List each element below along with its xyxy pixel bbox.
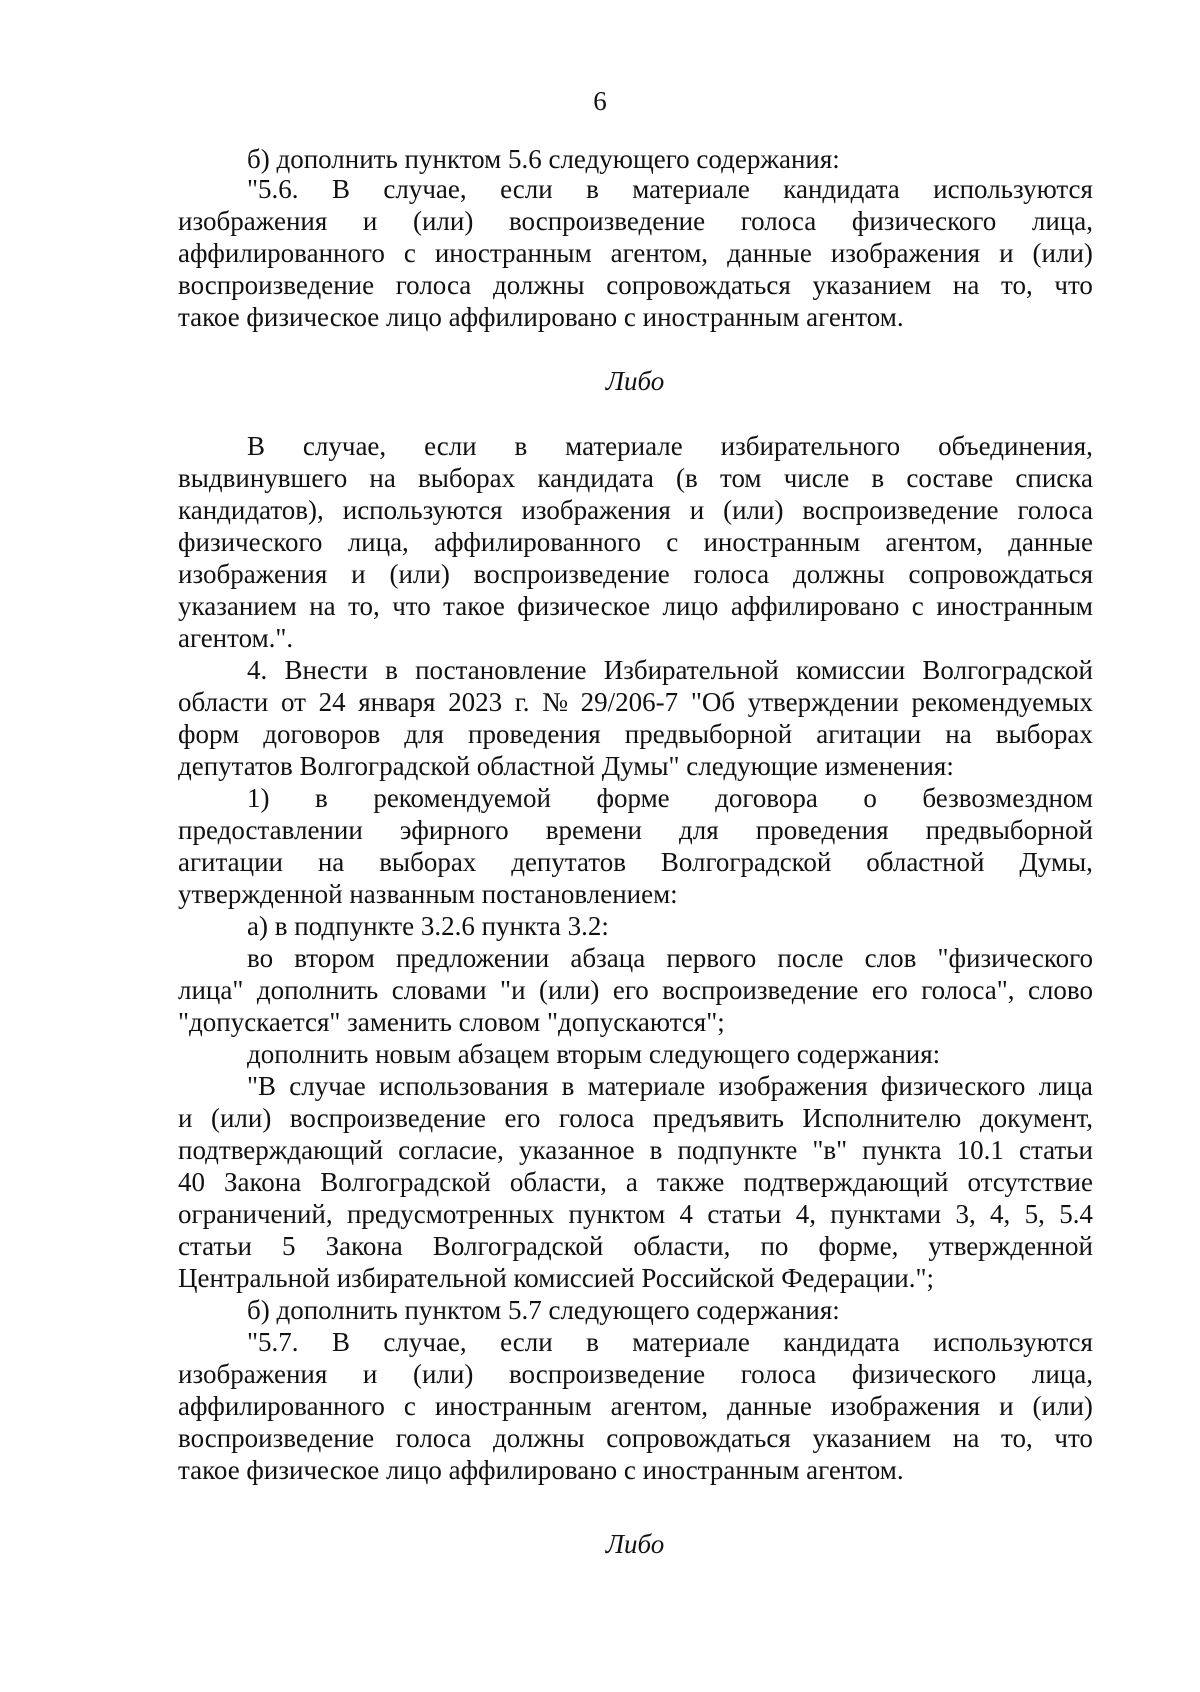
word: 5 (282, 1231, 296, 1261)
word: безвозмездном (922, 783, 1093, 813)
word: физического (880, 1071, 1026, 1101)
word: статьи (178, 1231, 252, 1261)
word: и (362, 1359, 378, 1389)
word: иностранным (936, 591, 1093, 621)
word: с (911, 591, 924, 621)
text-line: "допускается" заменить словом "допускаются"; (178, 1007, 725, 1037)
word: (в (676, 463, 698, 493)
word: том (720, 463, 762, 493)
text-line (178, 593, 1093, 620)
word: "5.7. (247, 1327, 299, 1357)
word: 4 (679, 1199, 694, 1229)
word: с (403, 238, 416, 268)
word: 2023 (448, 687, 503, 717)
word: голоса (558, 1103, 635, 1133)
word: должны (492, 270, 585, 300)
word: физического (851, 206, 997, 236)
word: его (504, 1103, 541, 1133)
word: случае, (302, 431, 387, 461)
word: Волгоградской (660, 847, 832, 877)
word: указанное (519, 1135, 635, 1165)
word: указанием (178, 591, 297, 621)
word: что (1054, 270, 1093, 300)
word: предусмотренных (346, 1199, 555, 1229)
text-line (178, 497, 1093, 524)
word: абзаца (570, 943, 646, 973)
word: в (514, 431, 528, 461)
text-line (178, 1105, 1093, 1132)
word: иностранным (703, 527, 861, 557)
word: рекомендуемых (911, 687, 1093, 717)
word: 29/206-7 (580, 687, 679, 717)
word: также (656, 1167, 725, 1197)
word: форм (178, 719, 240, 749)
word: голоса (740, 206, 817, 236)
word: аффилировано (730, 591, 900, 621)
word: изображения (178, 206, 328, 236)
word: времени (545, 815, 642, 845)
word: используются (933, 174, 1093, 204)
word: выборах (995, 719, 1093, 749)
word: 4. (247, 655, 268, 685)
text-line (178, 1393, 1093, 1420)
word: случае, (383, 1327, 467, 1357)
word: Волгоградской (320, 1167, 491, 1197)
word: используются (933, 1327, 1093, 1357)
word: 1) (247, 783, 270, 813)
text-line (178, 817, 1093, 844)
word: что (392, 591, 431, 621)
word: лица, (347, 527, 409, 557)
word: статьи (1018, 1135, 1093, 1165)
word: списка (1015, 463, 1093, 493)
word: изображения (830, 238, 981, 268)
word: "физического (937, 943, 1093, 973)
text-line (178, 1169, 1093, 1196)
text-line (247, 657, 1093, 684)
word: Внести (284, 655, 368, 685)
word: лица (1038, 1071, 1093, 1101)
word: воспроизведение (508, 1359, 706, 1389)
word: и (178, 1103, 193, 1133)
word: кандидата (537, 463, 654, 493)
word: на (317, 847, 345, 877)
word: сопровождаться (908, 559, 1093, 589)
word: 10.1 (956, 1135, 1004, 1165)
word: подпункте (677, 1135, 798, 1165)
word: голоса (693, 559, 770, 589)
word: областной (866, 847, 985, 877)
word: изображения (178, 559, 328, 589)
word: воспроизведение (473, 559, 670, 589)
word: числе (783, 463, 850, 493)
word: что (1054, 1423, 1093, 1453)
word: (или) (539, 975, 600, 1005)
word: Волгоградской (432, 1231, 604, 1261)
word: иностранным (434, 1391, 592, 1421)
word: в (586, 1327, 599, 1357)
word: изображения (178, 1359, 328, 1389)
word: 3, (955, 1199, 976, 1229)
word: в (871, 463, 885, 493)
word: используются (342, 495, 503, 525)
word: с (666, 527, 679, 557)
word: данные (1008, 527, 1093, 557)
section-separator-libo: Либо (605, 1529, 665, 1559)
word: и (689, 495, 705, 525)
word: составе (906, 463, 994, 493)
word: на (952, 270, 980, 300)
word: физическое (517, 591, 651, 621)
word: изображения (830, 1391, 981, 1421)
word: проведения (755, 815, 889, 845)
word: Исполнителю (802, 1103, 962, 1133)
word: выдвинувшего (178, 463, 348, 493)
word: то, (1001, 1423, 1033, 1453)
word: 4, (795, 1199, 816, 1229)
word: депутатов (511, 847, 626, 877)
word: воспроизведение (662, 975, 859, 1005)
text-line: такое физическое лицо аффилировано с иностранным агентом. (178, 302, 904, 332)
word: области, (633, 1231, 731, 1261)
word: словами (391, 975, 487, 1005)
word: то, (348, 591, 380, 621)
text-line: а) в подпункте 3.2.6 пункта 3.2: (247, 911, 609, 941)
word: воспроизведение (508, 206, 706, 236)
text-line (178, 1137, 1093, 1164)
text-line (247, 1073, 1093, 1100)
word: (или) (389, 559, 450, 589)
word: воспроизведение (802, 495, 999, 525)
word: указанием (812, 270, 932, 300)
word: воспроизведение (289, 1103, 486, 1133)
word: предъявить (652, 1103, 784, 1133)
word: то, (1001, 270, 1033, 300)
word: 4, (990, 1199, 1011, 1229)
word: лица" (178, 975, 244, 1005)
text-line: такое физическое лицо аффилировано с иностранным агентом. (178, 1455, 904, 1485)
word: "В (247, 1071, 277, 1101)
word: Волгоградской (922, 655, 1093, 685)
word: области, (509, 1167, 607, 1197)
word: подтверждающий (743, 1167, 949, 1197)
word: во (247, 943, 274, 973)
word: для (679, 815, 719, 845)
word: утвержденной (928, 1231, 1093, 1261)
text-line (178, 465, 1093, 492)
word: аффилированного (434, 527, 641, 557)
text-line (178, 240, 1093, 267)
word: пункта (862, 1135, 942, 1165)
word: сопровождаться (606, 1423, 791, 1453)
section-separator-libo: Либо (605, 366, 665, 396)
word: материале (632, 174, 750, 204)
word: агитации (178, 847, 283, 877)
text-line (247, 785, 1093, 812)
word: втором (294, 943, 375, 973)
word: в (385, 655, 398, 685)
word: голоса (740, 1359, 817, 1389)
word: эфирного (399, 815, 509, 845)
word: предвыборной (624, 719, 793, 749)
word: в (649, 1135, 663, 1165)
word: договоров (263, 719, 381, 749)
word: агентом, (885, 527, 983, 557)
word: и (351, 559, 366, 589)
word: от (280, 687, 306, 717)
word: данные (727, 238, 812, 268)
word: объединения, (938, 431, 1093, 461)
word: № (542, 687, 568, 717)
word: "в" (812, 1135, 848, 1165)
word: должны (793, 559, 885, 589)
word: в (586, 174, 599, 204)
text-line (178, 272, 1093, 299)
word: лица, (1031, 1359, 1093, 1389)
word: пунктом (568, 1199, 666, 1229)
word: лицо (662, 591, 719, 621)
word: (или) (723, 495, 784, 525)
word: на (952, 1423, 980, 1453)
word: (или) (412, 1359, 474, 1389)
word: избирательного (720, 431, 901, 461)
word: области (178, 687, 269, 717)
word: выборах (418, 463, 516, 493)
word: для (404, 719, 444, 749)
text-line (178, 529, 1093, 556)
text-line (247, 176, 1093, 203)
word: материале (565, 431, 683, 461)
word: документ, (979, 1103, 1093, 1133)
text-line: б) дополнить пунктом 5.6 следующего содержания: (247, 144, 840, 174)
word: сопровождаться (606, 270, 791, 300)
word: воспроизведение (178, 270, 375, 300)
text-line: депутатов Волгоградской областной Думы" следующие изменения: (178, 751, 954, 781)
word: постановление (415, 655, 587, 685)
word: 5, (1024, 1199, 1045, 1229)
word: (или) (1032, 238, 1093, 268)
word: слов (864, 943, 917, 973)
word: с (403, 1391, 416, 1421)
word: утверждении (747, 687, 899, 717)
word: отсутствие (967, 1167, 1093, 1197)
word: агентом, (610, 1391, 709, 1421)
word: в (315, 783, 328, 813)
word: В (331, 1327, 350, 1357)
word: кандидата (783, 1327, 900, 1357)
word: такое (443, 591, 505, 621)
word: января (358, 687, 436, 717)
word: голоса (395, 270, 472, 300)
word: договора (715, 783, 818, 813)
word: дополнить (256, 975, 379, 1005)
word: г. (514, 687, 530, 717)
word: слово (1027, 975, 1093, 1005)
word: форме (596, 783, 670, 813)
text-line: утвержденной названным постановлением: (178, 879, 678, 909)
word: должны (492, 1423, 585, 1453)
word: статьи (707, 1199, 782, 1229)
word: комиссии (796, 655, 906, 685)
text-line (178, 1425, 1093, 1452)
word: и (999, 238, 1014, 268)
word: В (247, 431, 266, 461)
word: Избирательной (603, 655, 779, 685)
word: на (369, 463, 396, 493)
text-line (178, 1233, 1093, 1260)
text-line (178, 561, 1093, 588)
word: 5.4 (1059, 1199, 1093, 1229)
word: "и (500, 975, 526, 1005)
word: предвыборной (925, 815, 1093, 845)
text-line (178, 208, 1093, 235)
word: проведения (468, 719, 601, 749)
word: и (999, 1391, 1014, 1421)
word: аффилированного (178, 238, 385, 268)
word: 40 (178, 1167, 205, 1197)
word: ограничений, (178, 1199, 333, 1229)
word: первого (666, 943, 757, 973)
word: если (500, 174, 553, 204)
word: а (625, 1167, 638, 1197)
word: голоса (395, 1423, 472, 1453)
word: физического (851, 1359, 997, 1389)
word: рекомендуемой (373, 783, 551, 813)
word: "Об (690, 687, 736, 717)
word: на (309, 591, 336, 621)
word: агитации (816, 719, 922, 749)
word: подтверждающий (178, 1135, 384, 1165)
word: (или) (1032, 1391, 1093, 1421)
text-line (247, 1329, 1093, 1356)
word: В (331, 174, 350, 204)
word: аффилированного (178, 1391, 385, 1421)
text-line: агентом.". (178, 623, 294, 653)
word: случае (289, 1071, 366, 1101)
word: в (561, 1071, 575, 1101)
text-line: Центральной избирательной комиссией Российской Федерации."; (178, 1263, 934, 1293)
text-line (178, 1361, 1093, 1388)
word: (или) (210, 1103, 272, 1133)
text-line (178, 849, 1093, 876)
word: (или) (412, 206, 474, 236)
word: кандидатов), (178, 495, 324, 525)
word: случае, (383, 174, 467, 204)
text-line (178, 689, 1093, 716)
word: воспроизведение (178, 1423, 375, 1453)
word: его (612, 975, 649, 1005)
text-line (247, 433, 1093, 460)
word: о (863, 783, 877, 813)
word: голоса (1017, 495, 1093, 525)
text-line (178, 977, 1093, 1004)
word: физического (178, 527, 323, 557)
text-line: дополнить новым абзацем вторым следующего содержания: (247, 1039, 941, 1069)
word: агентом, (610, 238, 709, 268)
word: пунктами (830, 1199, 942, 1229)
word: форме, (818, 1231, 899, 1261)
word: изображения (718, 1071, 868, 1101)
word: после (777, 943, 844, 973)
word: Закона (224, 1167, 302, 1197)
word: предоставлении (178, 815, 363, 845)
word: и (362, 206, 378, 236)
text-line: б) дополнить пунктом 5.7 следующего содержания: (247, 1295, 840, 1325)
word: на (945, 719, 972, 749)
word: материале (587, 1071, 706, 1101)
word: согласие, (398, 1135, 504, 1165)
word: если (424, 431, 477, 461)
word: изображения (521, 495, 671, 525)
text-line (178, 721, 1093, 748)
word: если (500, 1327, 553, 1357)
text-line (247, 945, 1093, 972)
text-line (178, 1201, 1093, 1228)
word: иностранным (434, 238, 592, 268)
word: использования (378, 1071, 549, 1101)
word: лица, (1031, 206, 1093, 236)
word: по (760, 1231, 789, 1261)
word: голоса", (921, 975, 1015, 1005)
page-number: 6 (593, 86, 607, 116)
word: Думы, (1019, 847, 1093, 877)
word: материале (632, 1327, 750, 1357)
word: "5.6. (247, 174, 299, 204)
word: выборах (379, 847, 477, 877)
word: 24 (318, 687, 346, 717)
word: указанием (812, 1423, 932, 1453)
word: Закона (325, 1231, 403, 1261)
word: его (871, 975, 908, 1005)
word: предложении (395, 943, 550, 973)
word: данные (727, 1391, 812, 1421)
word: кандидата (783, 174, 900, 204)
